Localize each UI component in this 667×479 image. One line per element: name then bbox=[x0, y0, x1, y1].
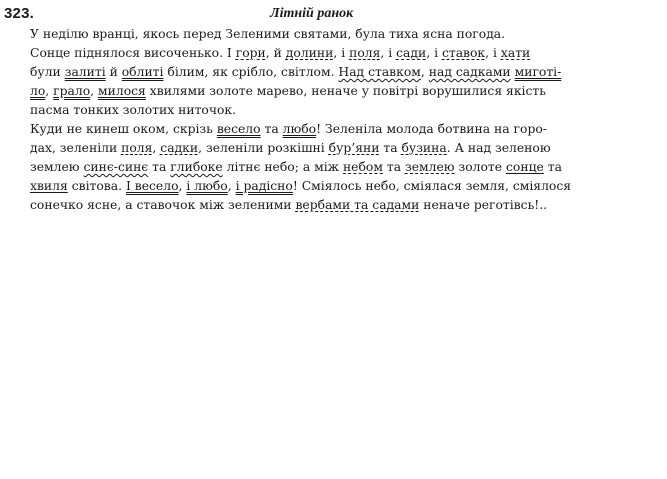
text-line bbox=[30, 62, 588, 81]
underlined-word: поля bbox=[349, 45, 381, 60]
text-segment: . А над зеленою bbox=[446, 140, 551, 155]
underlined-word: вербами та садами bbox=[295, 197, 420, 212]
underlined-word: бузина bbox=[401, 140, 447, 155]
text-segment: дах, зеленіли bbox=[30, 140, 122, 155]
text-segment: , й bbox=[265, 45, 286, 60]
underlined-word: бур’яни bbox=[328, 140, 380, 155]
text-segment: , bbox=[420, 64, 429, 79]
text-segment: , і bbox=[333, 45, 350, 60]
text-segment: білим, як срібло, світлом. bbox=[163, 64, 339, 79]
text-segment: та bbox=[148, 159, 171, 174]
text-segment: Куди не кинеш оком, скрізь bbox=[30, 121, 217, 136]
underlined-word: Над ставком bbox=[338, 64, 421, 79]
underlined-word: ло bbox=[30, 83, 46, 98]
text-segment: пасма тонких золотих ниточок. bbox=[30, 102, 237, 117]
text-line bbox=[30, 119, 588, 138]
text-segment: літнє небо; а між bbox=[222, 159, 343, 174]
text-line bbox=[30, 157, 588, 176]
text-segment: , bbox=[178, 178, 187, 193]
text-line bbox=[30, 195, 588, 214]
text-segment: , і bbox=[426, 45, 442, 60]
underlined-word: глибоке bbox=[170, 159, 223, 174]
underlined-word: милося bbox=[98, 83, 146, 98]
underlined-word: садки bbox=[160, 140, 199, 155]
text-segment: були bbox=[30, 64, 65, 79]
underlined-word: і радісно bbox=[235, 178, 293, 193]
text-segment: ! Зеленіла молода ботвина на горо- bbox=[316, 121, 547, 136]
text-segment: золоте bbox=[454, 159, 506, 174]
text-line bbox=[30, 43, 588, 62]
underlined-word: залиті bbox=[64, 64, 106, 79]
underlined-word: сонце bbox=[505, 159, 544, 174]
text-segment: , bbox=[45, 83, 54, 98]
underlined-word: любо bbox=[282, 121, 317, 136]
text-title: Літній ранок bbox=[270, 6, 354, 21]
underlined-word: сади bbox=[396, 45, 427, 60]
text-segment: та bbox=[260, 121, 283, 136]
underlined-word: поля bbox=[121, 140, 153, 155]
text-segment: землею bbox=[30, 159, 84, 174]
text-segment: , bbox=[227, 178, 236, 193]
text-segment: , bbox=[152, 140, 161, 155]
underlined-word: долини bbox=[285, 45, 334, 60]
underlined-word: миготі- bbox=[514, 64, 562, 79]
text-segment: , і bbox=[380, 45, 397, 60]
underlined-word: хвиля bbox=[30, 178, 68, 193]
underlined-word: синє-синє bbox=[83, 159, 149, 174]
underlined-word: хати bbox=[500, 45, 531, 60]
underlined-word: гори bbox=[235, 45, 266, 60]
text-line bbox=[30, 24, 588, 43]
text-segment: та bbox=[382, 159, 405, 174]
underlined-word: І весело bbox=[125, 178, 179, 193]
text-segment: сонечко ясне, а ставочок між зеленими bbox=[30, 197, 296, 212]
underlined-word: ставок bbox=[441, 45, 486, 60]
text-segment: та bbox=[543, 159, 562, 174]
text-segment: світова. bbox=[67, 178, 126, 193]
text-segment: та bbox=[379, 140, 402, 155]
underlined-word: і любо bbox=[186, 178, 228, 193]
text-line bbox=[30, 100, 588, 119]
paragraph-2 bbox=[30, 119, 590, 214]
text-segment: Сонце піднялося височенько. І bbox=[30, 45, 236, 60]
text-segment: У неділю вранці, якось перед Зеленими святами, була тиха ясна погода. bbox=[30, 26, 506, 41]
underlined-word: облиті bbox=[121, 64, 164, 79]
exercise-number: 323. bbox=[4, 5, 34, 22]
underlined-word: грало bbox=[53, 83, 91, 98]
text-segment: , і bbox=[485, 45, 501, 60]
text-segment: й bbox=[105, 64, 122, 79]
underlined-word: над садками bbox=[428, 64, 511, 79]
text-segment: неначе реготівсь!.. bbox=[419, 197, 548, 212]
text-line bbox=[30, 176, 588, 195]
text-segment: , зеленіли розкішні bbox=[198, 140, 329, 155]
text-line bbox=[30, 81, 588, 100]
text-segment: , bbox=[90, 83, 99, 98]
text-segment: хвилями золоте марево, неначе у повітрі ворушилися якість bbox=[145, 83, 546, 98]
text-segment: ! Сміялось небо, сміялася земля, сміялося bbox=[292, 178, 572, 193]
paragraph-1 bbox=[30, 24, 590, 119]
text-line bbox=[30, 138, 588, 157]
underlined-word: весело bbox=[216, 121, 261, 136]
underlined-word: небом bbox=[342, 159, 383, 174]
underlined-word: землею bbox=[404, 159, 455, 174]
